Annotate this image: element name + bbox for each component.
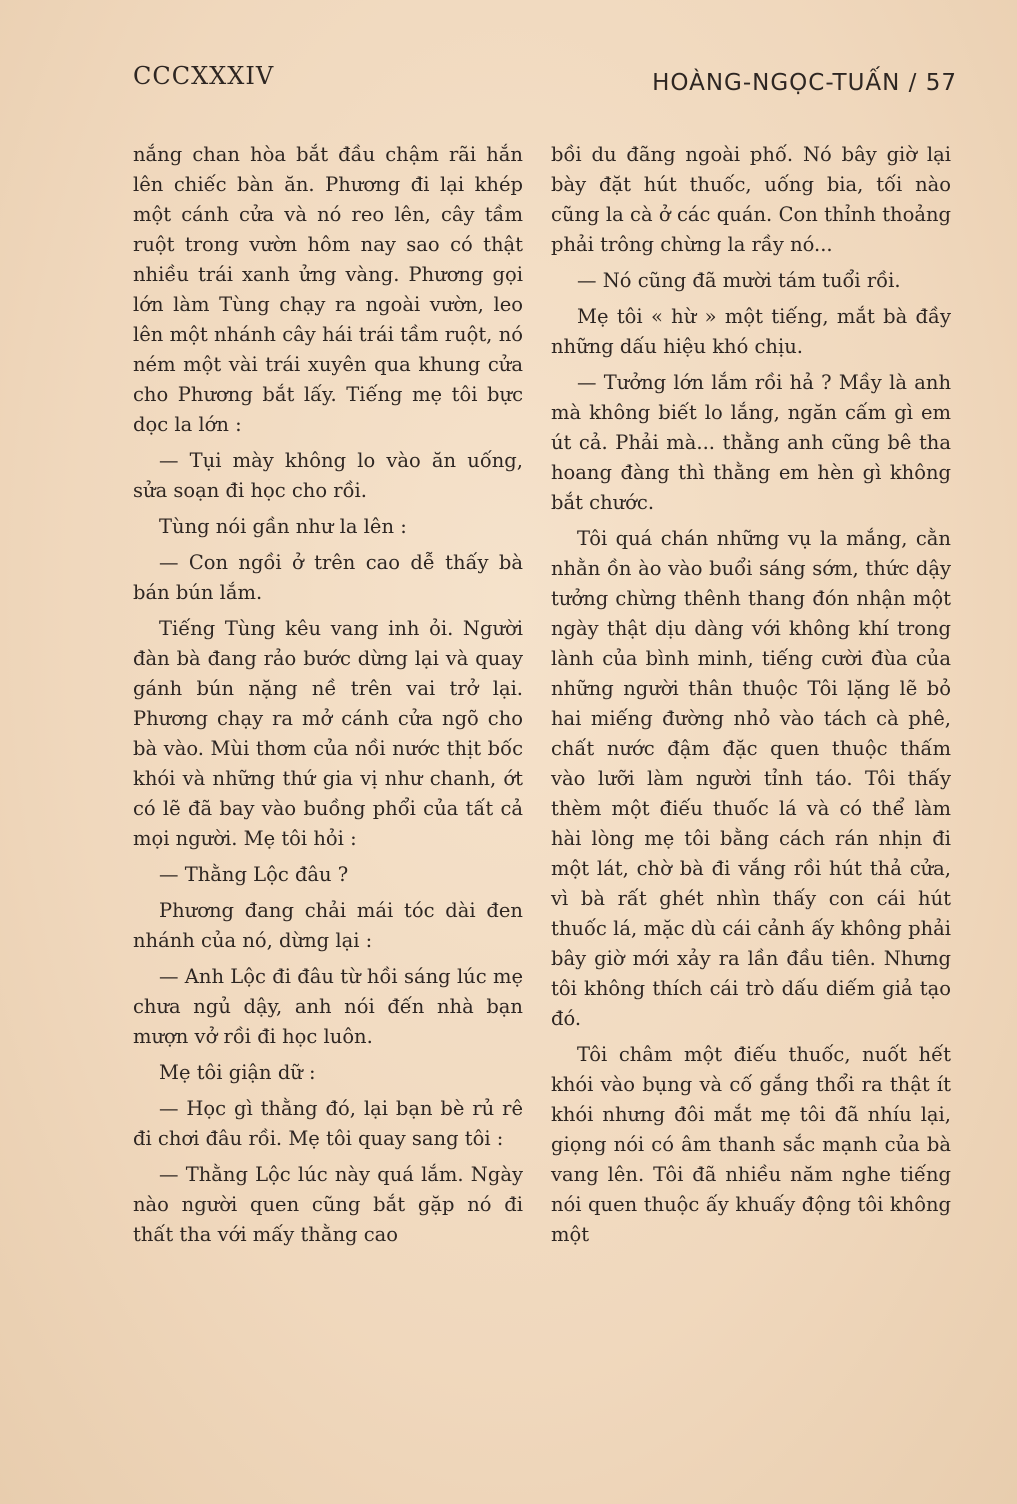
paragraph: — Con ngồi ở trên cao dễ thấy bà bán bún lắm. bbox=[133, 551, 523, 604]
page-section-numeral: CCCXXXIV bbox=[133, 62, 275, 90]
paragraph: — Thằng Lộc đâu ? bbox=[159, 863, 349, 886]
paragraph: Mẹ tôi giận dữ : bbox=[159, 1061, 316, 1084]
paragraph: Tùng nói gần như la lên : bbox=[159, 515, 407, 538]
paragraph: — Tưởng lớn lắm rồi hả ? Mầy là anh mà không biết lo lắng, ngăn cấm gì em út cả. Phải mà... thằng anh cũng bê tha hoang đàng thì thằng em hèn gì không bắt chước. bbox=[551, 371, 951, 514]
paragraph: — Nó cũng đã mười tám tuổi rồi. bbox=[577, 269, 901, 292]
paragraph: Tôi quá chán những vụ la mắng, cằn nhằn ồn ào vào buổi sáng sớm, thức dậy tưởng chừng thênh thang đón nhận một ngày thật dịu dàng với không khí trong lành của bình minh, tiếng cười đùa của những người thân thuộc Tôi lặng lẽ bỏ hai miếng đường nhỏ vào tách cà phê, chất nước đậm đặc quen thuộc thấm vào lưỡi làm người tỉnh táo. Tôi thấy thèm một điếu thuốc lá và có thể làm hài lòng mẹ tôi bằng cách rán nhịn đi một lát, chờ bà đi vắng rồi hút thả cửa, vì bà rất ghét nhìn thấy con cái hút thuốc lá, mặc dù cái cảnh ấy không phải bây giờ mới xảy ra lần đầu tiên. Nhưng tôi không thích cái trò dấu diếm giả tạo đó. bbox=[551, 527, 951, 1030]
author-page-number: HOÀNG-NGỌC-TUẤN / 57 bbox=[652, 70, 957, 96]
right-column bbox=[551, 140, 951, 1256]
paragraph: — Thằng Lộc lúc này quá lắm. Ngày nào người quen cũng bắt gặp nó đi thất tha với mấy thằng cao bbox=[133, 1163, 523, 1246]
paragraph: — Anh Lộc đi đâu từ hồi sáng lúc mẹ chưa ngủ dậy, anh nói đến nhà bạn mượn vở rồi đi học luôn. bbox=[133, 965, 523, 1048]
paragraph: Tôi châm một điếu thuốc, nuốt hết khói vào bụng và cố gắng thổi ra thật ít khói nhưng đôi mắt mẹ tôi đã nhíu lại, giọng nói có âm thanh sắc mạnh của bà vang lên. Tôi đã nhiều năm nghe tiếng nói quen thuộc ấy khuấy động tôi không một bbox=[551, 1043, 951, 1246]
paragraph: Tiếng Tùng kêu vang inh ỏi. Người đàn bà đang rảo bước dừng lại và quay gánh bún nặng nề trên vai trở lại. Phương chạy ra mở cánh cửa ngõ cho bà vào. Mùi thơm của nồi nước thịt bốc khói và những thứ gia vị như chanh, ớt có lẽ đã bay vào buồng phổi của tất cả mọi người. Mẹ tôi hỏi : bbox=[133, 617, 523, 850]
paragraph: — Tụi mày không lo vào ăn uống, sửa soạn đi học cho rồi. bbox=[133, 449, 523, 502]
paragraph: Phương đang chải mái tóc dài đen nhánh của nó, dừng lại : bbox=[133, 899, 523, 952]
left-column bbox=[133, 140, 523, 1256]
paragraph: Mẹ tôi « hừ » một tiếng, mắt bà đầy những dấu hiệu khó chịu. bbox=[551, 305, 951, 358]
paragraph: — Học gì thằng đó, lại bạn bè rủ rê đi chơi đâu rồi. Mẹ tôi quay sang tôi : bbox=[133, 1097, 523, 1150]
paragraph: nắng chan hòa bắt đầu chậm rãi hắn lên chiếc bàn ăn. Phương đi lại khép một cánh cửa và nó reo lên, cây tầm ruột trong vườn hôm nay sao có thật nhiều trái xanh ửng vàng. Phương gọi lớn làm Tùng chạy ra ngoài vườn, leo lên một nhánh cây hái trái tầm ruột, nó ném một vài trái xuyên qua khung cửa cho Phương bắt lấy. Tiếng mẹ tôi bực dọc la lớn : bbox=[133, 143, 523, 436]
paragraph: bồi du đãng ngoài phố. Nó bây giờ lại bày đặt hút thuốc, uống bia, tối nào cũng la cà ở các quán. Con thỉnh thoảng phải trông chừng la rầy nó... bbox=[551, 143, 951, 256]
